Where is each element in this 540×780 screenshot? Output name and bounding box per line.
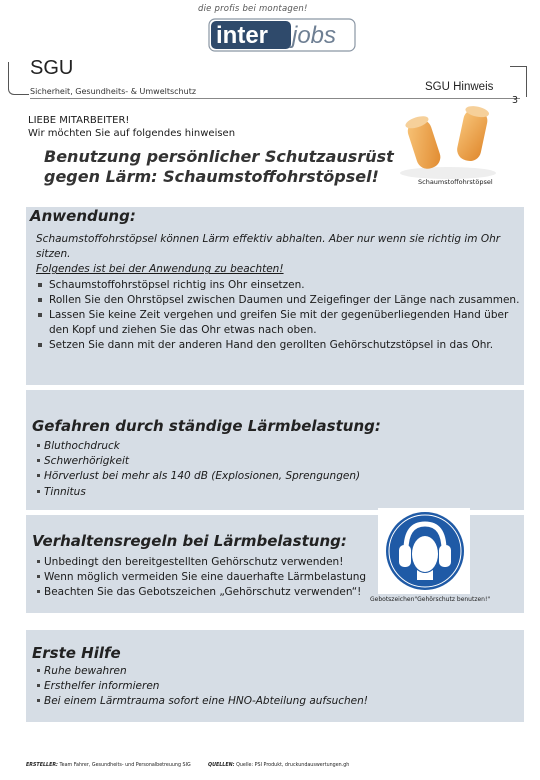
sign-caption: Gebotszeichen"Gehörschutz benutzen!" [370, 596, 491, 603]
svg-text:inter: inter [216, 22, 269, 49]
footer-quellen [208, 763, 349, 768]
gefahren-title: Gefahren durch ständige Lärmbelastung: [32, 417, 381, 435]
interjobs-logo [208, 17, 356, 53]
list-item: Bluthochdruck [36, 439, 516, 454]
list-item: Bei einem Lärmtrauma sofort eine HNO-Abteilung aufsuchen! [36, 694, 516, 709]
ear-protection-sign-icon [384, 510, 466, 592]
erste-hilfe-title: Erste Hilfe [32, 644, 121, 662]
anwendung-title: Anwendung: [30, 207, 136, 225]
erste-hilfe-list [36, 664, 516, 710]
brand-tagline: die profis bei montagen! [198, 4, 308, 14]
lead-text: Wir möchten Sie auf folgendes hinweisen [28, 128, 236, 139]
list-item: Hörverlust bei mehr als 140 dB (Explosionen, Sprengungen) [36, 469, 516, 484]
earplugs-image [393, 105, 503, 183]
list-item: Schwerhörigkeit [36, 454, 516, 469]
footer-quellen-label: QUELLEN: [208, 763, 235, 768]
hinweis-label: SGU Hinweis [425, 81, 494, 93]
list-item: Unbedingt den bereitgestellten Gehörschutz verwenden! [36, 555, 386, 570]
footer-ersteller-value: Team Fahrer, Gesundheits- und Personalbetreuung SIG [59, 763, 191, 768]
svg-text:jobs: jobs [292, 22, 337, 49]
list-item: Ruhe bewahren [36, 664, 516, 679]
anwendung-paragraph: Schaumstoffohrstöpsel können Lärm effektiv abhalten. Aber nur wenn sie richtig im Ohr sitzen. [36, 233, 501, 261]
hinweis-bracket [510, 66, 527, 97]
footer-ersteller-label: ERSTELLER: [26, 763, 58, 768]
list-item: Ersthelfer informieren [36, 679, 516, 694]
footer-ersteller [26, 763, 191, 768]
anwendung-body [36, 232, 522, 354]
anwendung-subhead: Folgendes ist bei der Anwendung zu beachten! [36, 263, 284, 276]
topic-line-2: gegen Lärm: Schaumstoffohrstöpsel! [44, 167, 379, 186]
list-item: Wenn möglich vermeiden Sie eine dauerhafte Lärmbelastung [36, 570, 386, 585]
sgu-title: SGU [30, 57, 74, 79]
anwendung-list [36, 278, 522, 354]
sgu-subtitle: Sicherheit, Gesundheits- & Umweltschutz [30, 87, 197, 96]
header-divider [30, 98, 520, 99]
list-item: Lassen Sie keine Zeit vergehen und greifen Sie mit der gegenüberliegenden Hand über den Kopf und ziehen Sie das Ohr etwas nach oben. [36, 308, 522, 338]
sgu-bracket [8, 62, 29, 95]
footer-quellen-value: Quelle: PSI Produkt, druckundauswertungen.gh [236, 763, 350, 768]
greeting: LIEBE MITARBEITER! [28, 115, 130, 126]
verhalten-list [36, 555, 386, 601]
hinweis-number: 3 [512, 95, 519, 106]
list-item: Schaumstoffohrstöpsel richtig ins Ohr einsetzen. [36, 278, 522, 293]
list-item: Tinnitus [36, 485, 516, 500]
list-item: Beachten Sie das Gebotszeichen „Gehörschutz verwenden“! [36, 585, 386, 600]
topic-line-1: Benutzung persönlicher Schutzausrüst [44, 147, 394, 166]
verhalten-title: Verhaltensregeln bei Lärmbelastung: [32, 532, 347, 550]
earplugs-caption: Schaumstoffohrstöpsel [418, 178, 493, 186]
list-item: Setzen Sie dann mit der anderen Hand den gerollten Gehörschutzstöpsel in das Ohr. [36, 338, 522, 353]
gefahren-list [36, 439, 516, 500]
list-item: Rollen Sie den Ohrstöpsel zwischen Daumen und Zeigefinger der Länge nach zusammen. [36, 293, 522, 308]
